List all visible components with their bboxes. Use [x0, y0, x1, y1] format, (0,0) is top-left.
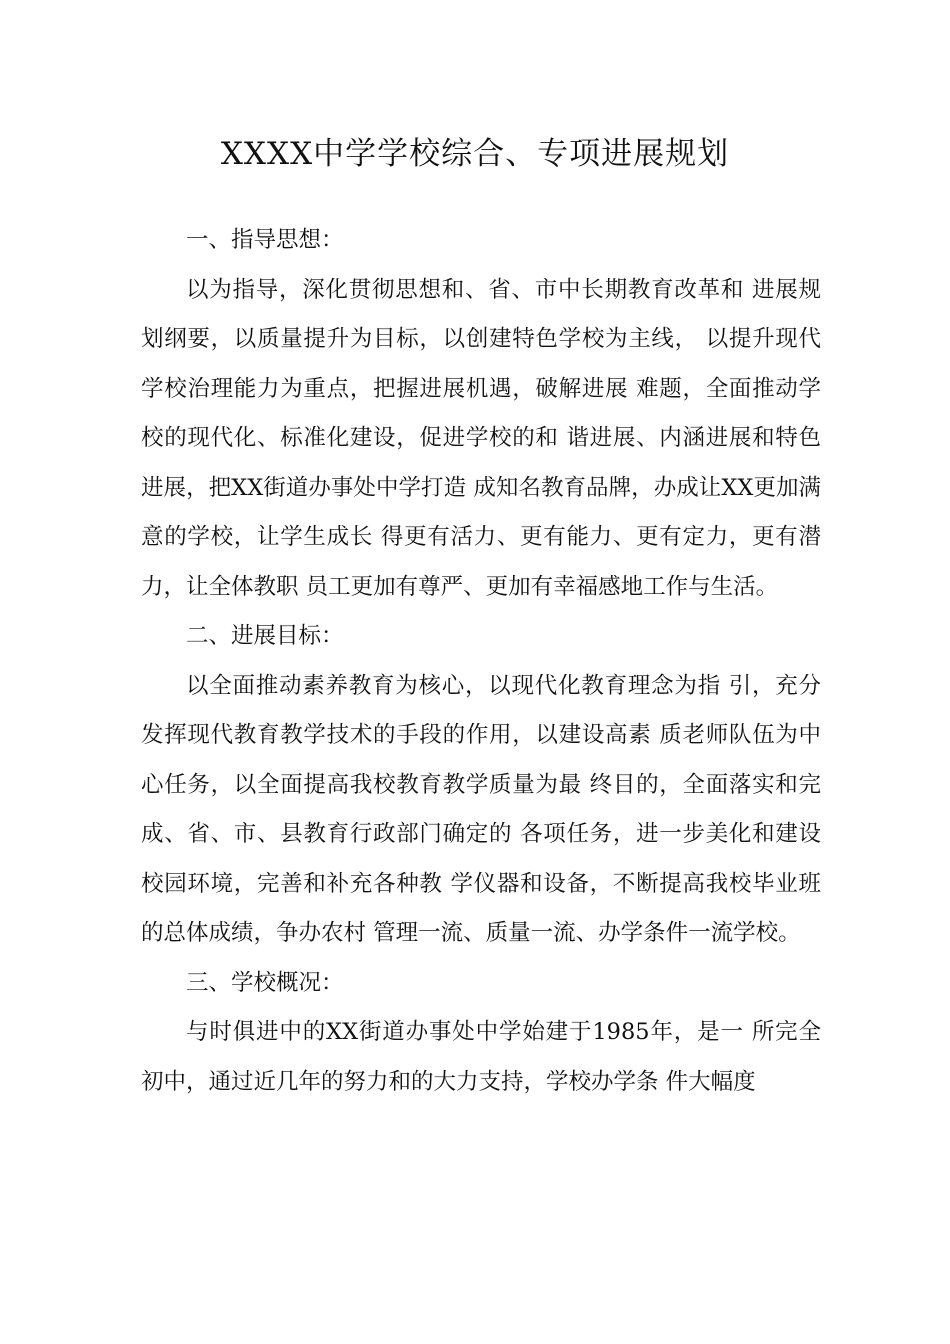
document-body — [141, 216, 821, 1107]
section-heading-development-goals: 二、进展目标： — [186, 623, 344, 649]
section-paragraph-school-overview: 与时俱进中的XX街道办事处中学始建于1985年，是一 所完全初中，通过近几年的努力和的大力支持，学校办学条 件大幅度 — [141, 1019, 821, 1095]
section-heading-school-overview: 三、学校概况： — [186, 969, 344, 996]
section-paragraph-guiding-ideology: 以为指导，深化贯彻思想和、省、市中长期教育改革和 进展规划纲要，以质量提升为目标，以创建特色学校为主线， 以提升现代学校治理能力为重点，把握进展机遇，破解进展 难题，全面推动学校的现代化、标准化建设，促进学校的和 谐进展、内涵进展和特色进展，把XX街道办事处中学打造 成知名教育品牌，办成让XX更加满意的学校，让学生成长 得更有活力、更有能力、更有定力，更有潜力，让全体教职 员工更加有尊严、更加有幸福感地工作与生活。 — [141, 276, 821, 600]
document-title: XXXX中学学校综合、专项进展规划 — [220, 136, 730, 172]
section-heading-guiding-ideology: 一、指导思想： — [186, 227, 344, 253]
section-paragraph-development-goals: 以全面推动素养教育为核心，以现代化教育理念为指 引，充分发挥现代教育教学技术的手段的作用，以建设高素 质老师队伍为中心任务，以全面提高我校教育教学质量为最 终目的，全面落实和完成、省、市、县教育行政部门确定的 各项任务，进一步美化和建设校园环境，完善和补充各种教 学仪器和设备，不断提高我校毕业班的总体成绩，争办农村 管理一流、质量一流、办学条件一流学校。 — [141, 672, 821, 946]
